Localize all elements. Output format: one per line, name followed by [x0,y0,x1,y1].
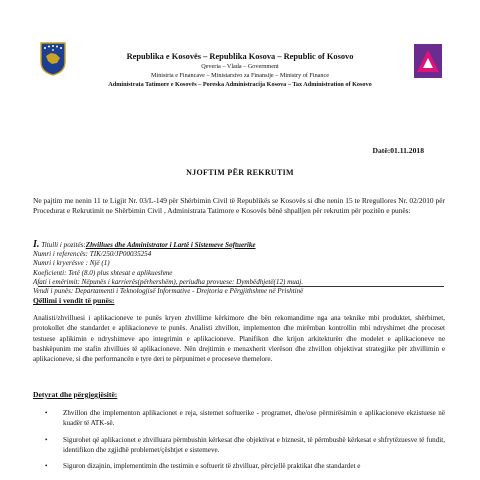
purpose-paragraph: Analisti/zhvilluesi i aplikacioneve te punës kryen zhvillime kërkimore dhe bën rekomandime nga ana teknike mbi produktet, shërbimet, protokollet dhe standardet e aplikacioneve te punës. Analisti zhvillon, implementon dhe mirëmban kontrollin mbi ndryshimet dhe proceset testuese aplikimin e ndryshimeve apo integrimin e aplikacioneve. Planifikon dhe krijon arkitekturën dhe modelet e aplikacioneve ne bashkëpunim me stafin zhvillues të aplikacioneve. Nën drejtimin e menaxherit vlerëson dhe zhvillon objektivat strategjike për zhvillimin e aplikacioneve, si dhe performancën e tyre deri te përpunimet e proceseve themelore. [33,314,445,364]
document-date: Datë:01.11.2018 [372,146,424,155]
duty-text: Sigurohet që aplikacionet e zhvilluara përmbushin kërkesat dhe objektivat e biznesit, të përmbushë kërkesat e shfrytëzuesve të fundit, identifikon dhe zgjidhë problemet/çështjet e sistemeve. [63,435,445,454]
document-title: NJOFTIM PËR REKRUTIM [186,168,294,177]
intro-paragraph: Ne pajtim me nenin 11 te Ligjit Nr. 03/L-149 për Shërbimin Civil të Republikës se Kosovës si dhe nenin 15 te Rregullores Nr. 02/2010 për Procedurat e Rekrutimit ne Shërbimin Civil , Administrata Tatimore e Kosovës bënë shpalljen për rekrutim për pozitën e punës: [33,196,445,216]
position-term: Afati i emërimit: Nëpunës i karrierës(përhershëm), periudha provuese: Dymbëdhjetë(12) muaj. [33,277,304,286]
position-number: I. [33,239,40,250]
list-item: • Zhvillon dhe implementon aplikacionet e reja, sistemet softuerike - programet, dhe/ose përmirësimin e aplikacioneve ekzistuese në kuadër të ATK-së. [45,409,445,428]
duties-list [33,408,445,477]
header-title: Republika e Kosovës – Republika Kosova – Republic of Kosovo [126,52,354,61]
duty-text: Siguron dizajnin, implementimin dhe testimin e softuerit të zhvilluar, përcjellë praktikat dhe standardet e [63,462,361,471]
position-title-line [33,240,445,250]
position-details [33,240,445,296]
header-government: Qeveria – Vlada – Government [201,63,279,70]
duty-text: Zhvillon dhe implementon aplikacionet e reja, sistemet softuerike - programet, dhe/ose përmirësimin e aplikacioneve ekzistuese në kuadër të ATK-së. [63,409,445,428]
position-title-value: Zhvillues dhe Administrator i Lartë i Sistemeve Softuerike [85,241,256,249]
position-location: Vendi i punës: Departamenti i Teknologjisë Informative - Drejtoria e Përgjithshme në Prishtinë [33,287,304,296]
position-coefficient: Koeficienti: Tetë (8.0) plus shtesat e aplikueshme [33,268,173,277]
list-item: • Siguron dizajnin, implementimin dhe testimin e softuerit të zhvilluar, përcjellë praktikat dhe standardet e [45,462,361,471]
list-item: • Sigurohet që aplikacionet e zhvilluara përmbushin kërkesat dhe objektivat e biznesit, të përmbushë kërkesat e shfrytëzuesve të fundit, identifikon dhe zgjidhë problemet/çështjet e sistemeve. [45,435,445,454]
header-ministry: Ministria e Financave – Ministarstvo za Finansije – Ministry of Finance [150,72,330,79]
section-divider [38,286,444,287]
purpose-heading: Qëllimi i vendit të punës: [33,296,115,305]
position-count: Numri i kryerësve : Një (1) [33,259,110,268]
duties-heading: Detyrat dhe përgjegjësitë: [33,390,118,399]
header-tax-administration: Administrata Tatimore e Kosovës – Poreska Administracija Kosova – Tax Administration of Kosovo [108,81,372,88]
position-reference: Numri i referencës: TIK/250/JP00035254 [33,250,152,259]
position-title-label: Titulli i pozitës: [41,241,86,249]
